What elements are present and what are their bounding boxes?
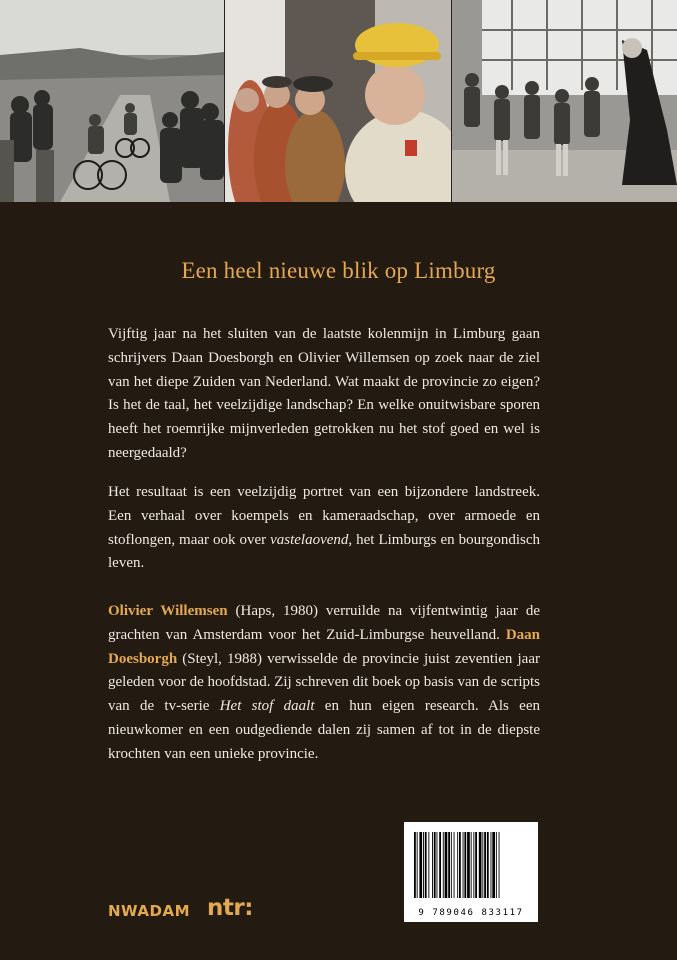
- photo-strip: [0, 0, 677, 202]
- barcode-bar: [496, 832, 497, 898]
- barcode-bar: [467, 832, 470, 898]
- barcode-bar: [484, 832, 486, 898]
- barcode-bar: [482, 832, 483, 898]
- barcode-bar: [439, 832, 441, 898]
- barcode-bar: [448, 832, 450, 898]
- barcode-bar: [443, 832, 444, 898]
- author-bio-doesborgh: (Steyl, 1988) verwisselde de provincie juist zeventien jaar geleden voor de hoofdstad. Zij schreven dit boek op basis van de scripts van de tv-serie: [108, 650, 540, 715]
- barcode-bar: [417, 832, 418, 898]
- barcode-bar: [451, 832, 452, 898]
- barcode-bar: [434, 832, 436, 898]
- barcode-bar: [473, 832, 474, 898]
- content-text: Het resultaat is een veelzijdig portret van een bijzondere landstreek. Een verhaal over koempels en kameraadschap, over armoede en stoflongen, maar ook over: [108, 484, 540, 548]
- description-paragraph: Vijftig jaar na het sluiten van de laatste kolenmijn in Limburg gaan schrijvers Daan Doesborgh en Olivier Willemsen op zoek naar de ziel van het diepe Zuiden van Nederland. Wat maakt de provincie zo eigen? Is het de taal, het veelzijdige landschap? En welke onuitwisbare sporen heeft het roemrijke mijnverleden getrokken nu het stof goed en wel is neergedaald?: [108, 326, 540, 461]
- barcode-bar: [428, 832, 429, 898]
- isbn-number: 9 789046 833117: [418, 908, 524, 918]
- barcode-bar: [499, 832, 500, 898]
- content-text-end: , het Limburgs en bourgondisch leven.: [108, 531, 540, 572]
- barcode-bars: [404, 822, 538, 908]
- barcode-bar: [445, 832, 448, 898]
- barcode-bar: [475, 832, 477, 898]
- barcode-bar: [492, 832, 495, 898]
- author-name-doesborgh: Daan Doesborgh: [108, 626, 541, 667]
- barcode-bar: [463, 832, 464, 898]
- barcode-bar: [423, 832, 424, 898]
- barcode-bar: [437, 832, 438, 898]
- barcode-bar: [432, 832, 433, 898]
- cyclists-race-photo: [0, 0, 224, 202]
- authors-paragraph: [108, 600, 540, 767]
- barcode-bar: [464, 832, 466, 898]
- author-bio-willemsen: (Haps, 1980) verruilde na vijfentwintig jaar de grachten van Amsterdam voor het Zuid-Limburgse heuvelland.: [108, 603, 540, 643]
- barcode-bar: [479, 832, 482, 898]
- isbn-barcode: [404, 822, 538, 922]
- barcode-bar: [425, 832, 427, 898]
- nun-dancing-children-photo: [452, 0, 677, 202]
- author-name-willemsen: Olivier Willemsen: [108, 603, 228, 619]
- miners-with-helmets-photo: [224, 0, 453, 202]
- barcode-bar: [419, 832, 422, 898]
- ntr-logo: ntr:: [207, 895, 253, 921]
- italic-term: vastelaovend: [270, 531, 349, 548]
- barcode-bar: [471, 832, 472, 898]
- nwadam-logo: NWADAM: [108, 902, 191, 920]
- barcode-bar: [457, 832, 458, 898]
- barcode-bar: [487, 832, 489, 898]
- barcode-bar: [459, 832, 461, 898]
- barcode-bar: [414, 832, 416, 898]
- headline: Een heel nieuwe blik op Limburg: [181, 258, 496, 283]
- authors-closing: en hun eigen research. Als een nieuwkomer en een oudgediende dalen zij samen af tot in de diepste krochten van een unieke provincie.: [108, 698, 540, 762]
- content-paragraph: [108, 481, 540, 576]
- barcode-bar: [454, 832, 455, 898]
- barcode-bar: [491, 832, 492, 898]
- series-title: Het stof daalt: [219, 698, 315, 715]
